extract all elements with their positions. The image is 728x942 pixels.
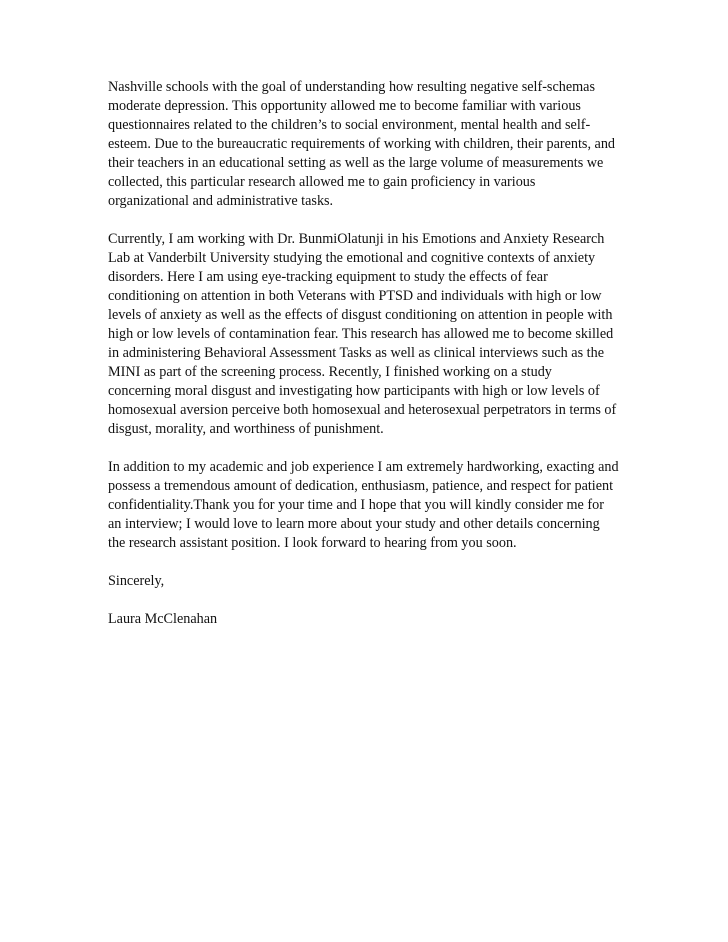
text-line: high or low levels of contamination fear. This research has allowed me to become skilled [108,326,614,342]
text-line: in administering Behavioral Assessment Tasks as well as clinical interviews such as the [108,345,604,361]
signature-name-text: Laura McClenahan [108,611,218,627]
text-line: confidentiality.Thank you for your time and I hope that you will kindly consider me for [108,497,604,513]
text-line: their teachers in an educational setting as well as the large volume of measurements we [108,155,604,171]
text-line: homosexual aversion perceive both homosexual and heterosexual perpetrators in terms of [108,402,617,418]
paragraph-closing [108,458,656,553]
text-line: Nashville schools with the goal of understanding how resulting negative self-schemas [108,79,595,95]
text-line: MINI as part of the screening process. Recently, I finished working on a study [108,364,552,380]
text-line: organizational and administrative tasks. [108,193,334,209]
text-line: disorders. Here I am using eye-tracking equipment to study the effects of fear [108,269,548,285]
text-line: esteem. Due to the bureaucratic requirements of working with children, their parents, and [108,136,616,152]
text-line: disgust, morality, and worthiness of punishment. [108,421,384,437]
text-line: levels of anxiety as well as the effects of disgust conditioning on attention in people with [108,307,613,323]
text-line: Lab at Vanderbilt University studying the emotional and cognitive contexts of anxiety [108,250,596,266]
text-line: In addition to my academic and job experience I am extremely hardworking, exacting and [108,459,619,475]
text-line: concerning moral disgust and investigating how participants with high or low levels of [108,383,600,399]
text-line: conditioning on attention in both Veterans with PTSD and individuals with high or low [108,288,602,304]
text-line: an interview; I would love to learn more about your study and other details concerning [108,516,600,532]
paragraph-current-work [108,230,656,439]
sign-off [108,572,656,591]
sign-off-text: Sincerely, [108,573,165,589]
text-line: possess a tremendous amount of dedication, enthusiasm, patience, and respect for patient [108,478,614,494]
text-line: the research assistant position. I look forward to hearing from you soon. [108,535,517,551]
text-line: moderate depression. This opportunity allowed me to become familiar with various [108,98,581,114]
signature-name [108,610,656,629]
text-line: collected, this particular research allowed me to gain proficiency in various [108,174,536,190]
letter-body [108,78,656,648]
text-line: Currently, I am working with Dr. BunmiOlatunji in his Emotions and Anxiety Research [108,231,605,247]
text-line: questionnaires related to the children’s to social environment, mental health and self- [108,117,591,133]
paragraph-research-nashville [108,78,656,211]
